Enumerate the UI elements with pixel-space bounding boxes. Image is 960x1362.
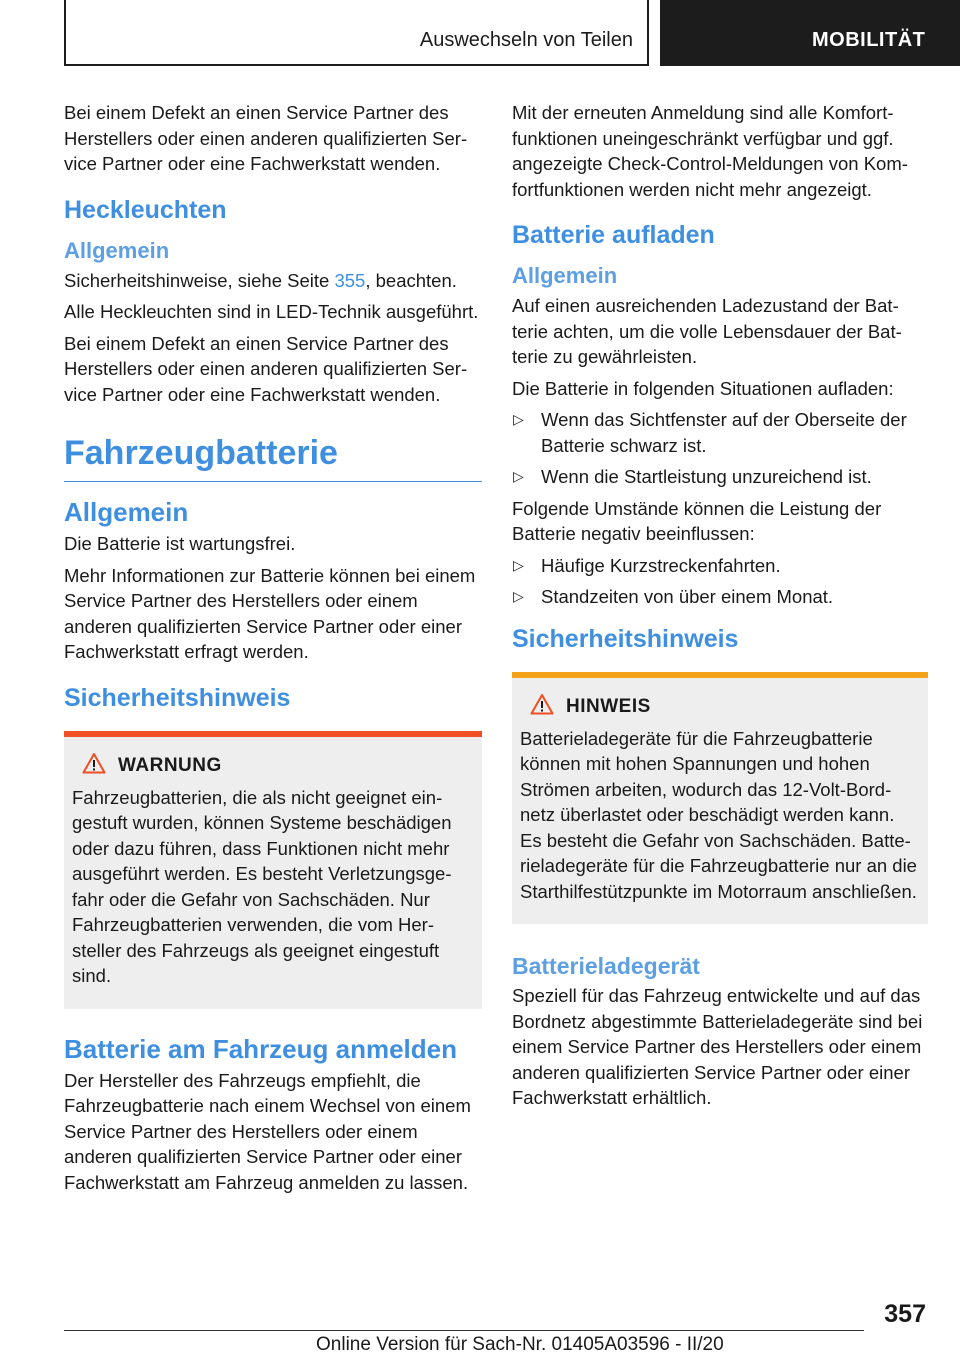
- footer-divider: [64, 1330, 864, 1331]
- list-item: [512, 553, 928, 579]
- subheading-allgemein: Allgemein: [64, 237, 170, 263]
- warning-text: Fahrzeugbatterien, die als nicht geeignet eingestuft wurden, können Systeme beschädigen oder dazu führen, dass Funktionen nicht mehr ausgeführt werden. Es besteht Verletzungsgefahr oder die Gefahr von Sachschäden. Nur Fahrzeugbatterien verwenden, die vom Hersteller des Fahrzeugs als geeignet eingestuft sind.: [72, 786, 452, 986]
- heading-batterie-anmelden: Batterie am Fahrzeug anmelden: [64, 1033, 457, 1064]
- chapter-tab: [660, 0, 960, 66]
- footer-version: Online Version für Sach-Nr. 01405A03596 - II/20: [316, 1334, 724, 1355]
- paragraph: Mehr Informationen zur Batterie können bei einem Service Partner des Herstellers oder einem anderen qualifizierten Service Partner oder einer Fachwerkstatt erfragt werden.: [64, 564, 476, 662]
- notice-box: [512, 672, 928, 925]
- heading-fahrzeugbatterie: Fahrzeugbatterie: [64, 431, 482, 482]
- list-item-text: Wenn die Startleistung unzureichend ist.: [541, 466, 872, 487]
- page-link-355[interactable]: 355: [334, 269, 366, 291]
- bullet-list: [512, 553, 928, 610]
- triangle-bullet-icon: ▷: [513, 556, 524, 573]
- notice-header: [520, 694, 920, 720]
- list-item: [512, 584, 928, 610]
- heading-sicherheitshinweis: Sicherheitshinweis: [512, 624, 739, 653]
- heading-batterie-aufladen: Batterie aufladen: [512, 221, 715, 249]
- warning-title: WARNUNG: [118, 754, 222, 776]
- subheading-allgemein: Allgemein: [64, 497, 189, 527]
- paragraph: Die Batterie in folgenden Situationen aufladen:: [512, 377, 894, 399]
- bullet-list: [512, 407, 928, 490]
- triangle-bullet-icon: ▷: [513, 468, 524, 484]
- chapter-title: MOBILITÄT: [812, 29, 926, 51]
- paragraph: Auf einen ausreichenden Ladezustand der Batterie achten, um die volle Lebensdauer der Batterie zu gewährleisten.: [512, 295, 902, 367]
- paragraph: Der Hersteller des Fahrzeugs empfiehlt, die Fahrzeugbatterie nach einem Wechsel von einem Service Partner des Herstellers oder einem anderen qualifizierten Service Partner oder einer Fachwerkstatt am Fahrzeug anmelden zu lassen.: [64, 1069, 471, 1193]
- warning-header: [72, 753, 474, 779]
- page-number: 357: [884, 1300, 926, 1328]
- notice-text: Batterieladegeräte für die Fahrzeugbatterie können mit hohen Spannungen und hohen Strömen arbeiten, wodurch das 12-Volt-Bordnetz überlastet oder beschädigt werden kann. Es besteht die Gefahr von Sachschäden. Batterieladegeräte für die Fahrzeugbatterie nur an die Starthilfestützpunkte im Motorraum anschließen.: [520, 727, 917, 902]
- paragraph: Bei einem Defekt an einen Service Partner des Herstellers oder einen anderen qualifizierten Service Partner oder eine Fachwerkstatt wenden.: [64, 102, 468, 174]
- paragraph: Bei einem Defekt an einen Service Partner des Herstellers oder einen anderen qualifizierten Service Partner oder eine Fachwerkstatt wenden.: [64, 332, 468, 405]
- warning-triangle-icon: [72, 752, 112, 779]
- paragraph: [64, 268, 482, 294]
- warning-triangle-icon: [520, 693, 560, 720]
- running-header-box: [64, 0, 649, 66]
- notice-title: HINWEIS: [566, 695, 651, 717]
- triangle-bullet-icon: ▷: [513, 588, 524, 604]
- list-item: [512, 407, 928, 458]
- heading-heckleuchten: Heckleuchten: [64, 195, 227, 224]
- heading-sicherheitshinweis: Sicherheitshinweis: [64, 683, 291, 712]
- warning-box: [64, 731, 482, 1009]
- subheading-allgemein: Allgemein: [512, 263, 618, 288]
- list-item-text: Wenn das Sichtfenster auf der Oberseite der Batterie schwarz ist.: [541, 409, 907, 456]
- paragraph: Die Batterie ist wartungsfrei.: [64, 533, 296, 554]
- text: , beachten.: [365, 269, 457, 291]
- paragraph: Mit der erneuten Anmeldung sind alle Komfortfunktionen uneingeschränkt verfügbar und ggf. angezeigte Check-Control-Meldungen von Komfortfunktionen werden nicht mehr angezeigt.: [512, 102, 908, 200]
- paragraph: Alle Heckleuchten sind in LED-Technik ausgeführt.: [64, 301, 479, 322]
- paragraph: Speziell für das Fahrzeug entwickelte und auf das Bordnetz abgestimmte Batterieladegeräte sind bei einem Service Partner des Herstellers oder einem anderen qualifizierten Service Partner oder einer Fachwerkstatt erhältlich.: [512, 985, 923, 1108]
- list-item-text: Häufige Kurzstreckenfahrten.: [541, 554, 781, 576]
- right-column: [512, 100, 928, 1117]
- triangle-bullet-icon: ▷: [513, 411, 524, 427]
- list-item: [512, 464, 928, 490]
- section-title: Auswechseln von Teilen: [419, 29, 633, 51]
- left-column: [64, 100, 482, 1201]
- paragraph: Folgende Umstände können die Leistung der Batterie negativ beeinflussen:: [512, 497, 882, 544]
- subheading-batterieladegeraet: Batterieladegerät: [512, 953, 700, 979]
- text: Sicherheitshinweise, siehe Seite: [64, 269, 335, 291]
- list-item-text: Standzeiten von über einem Monat.: [541, 586, 834, 607]
